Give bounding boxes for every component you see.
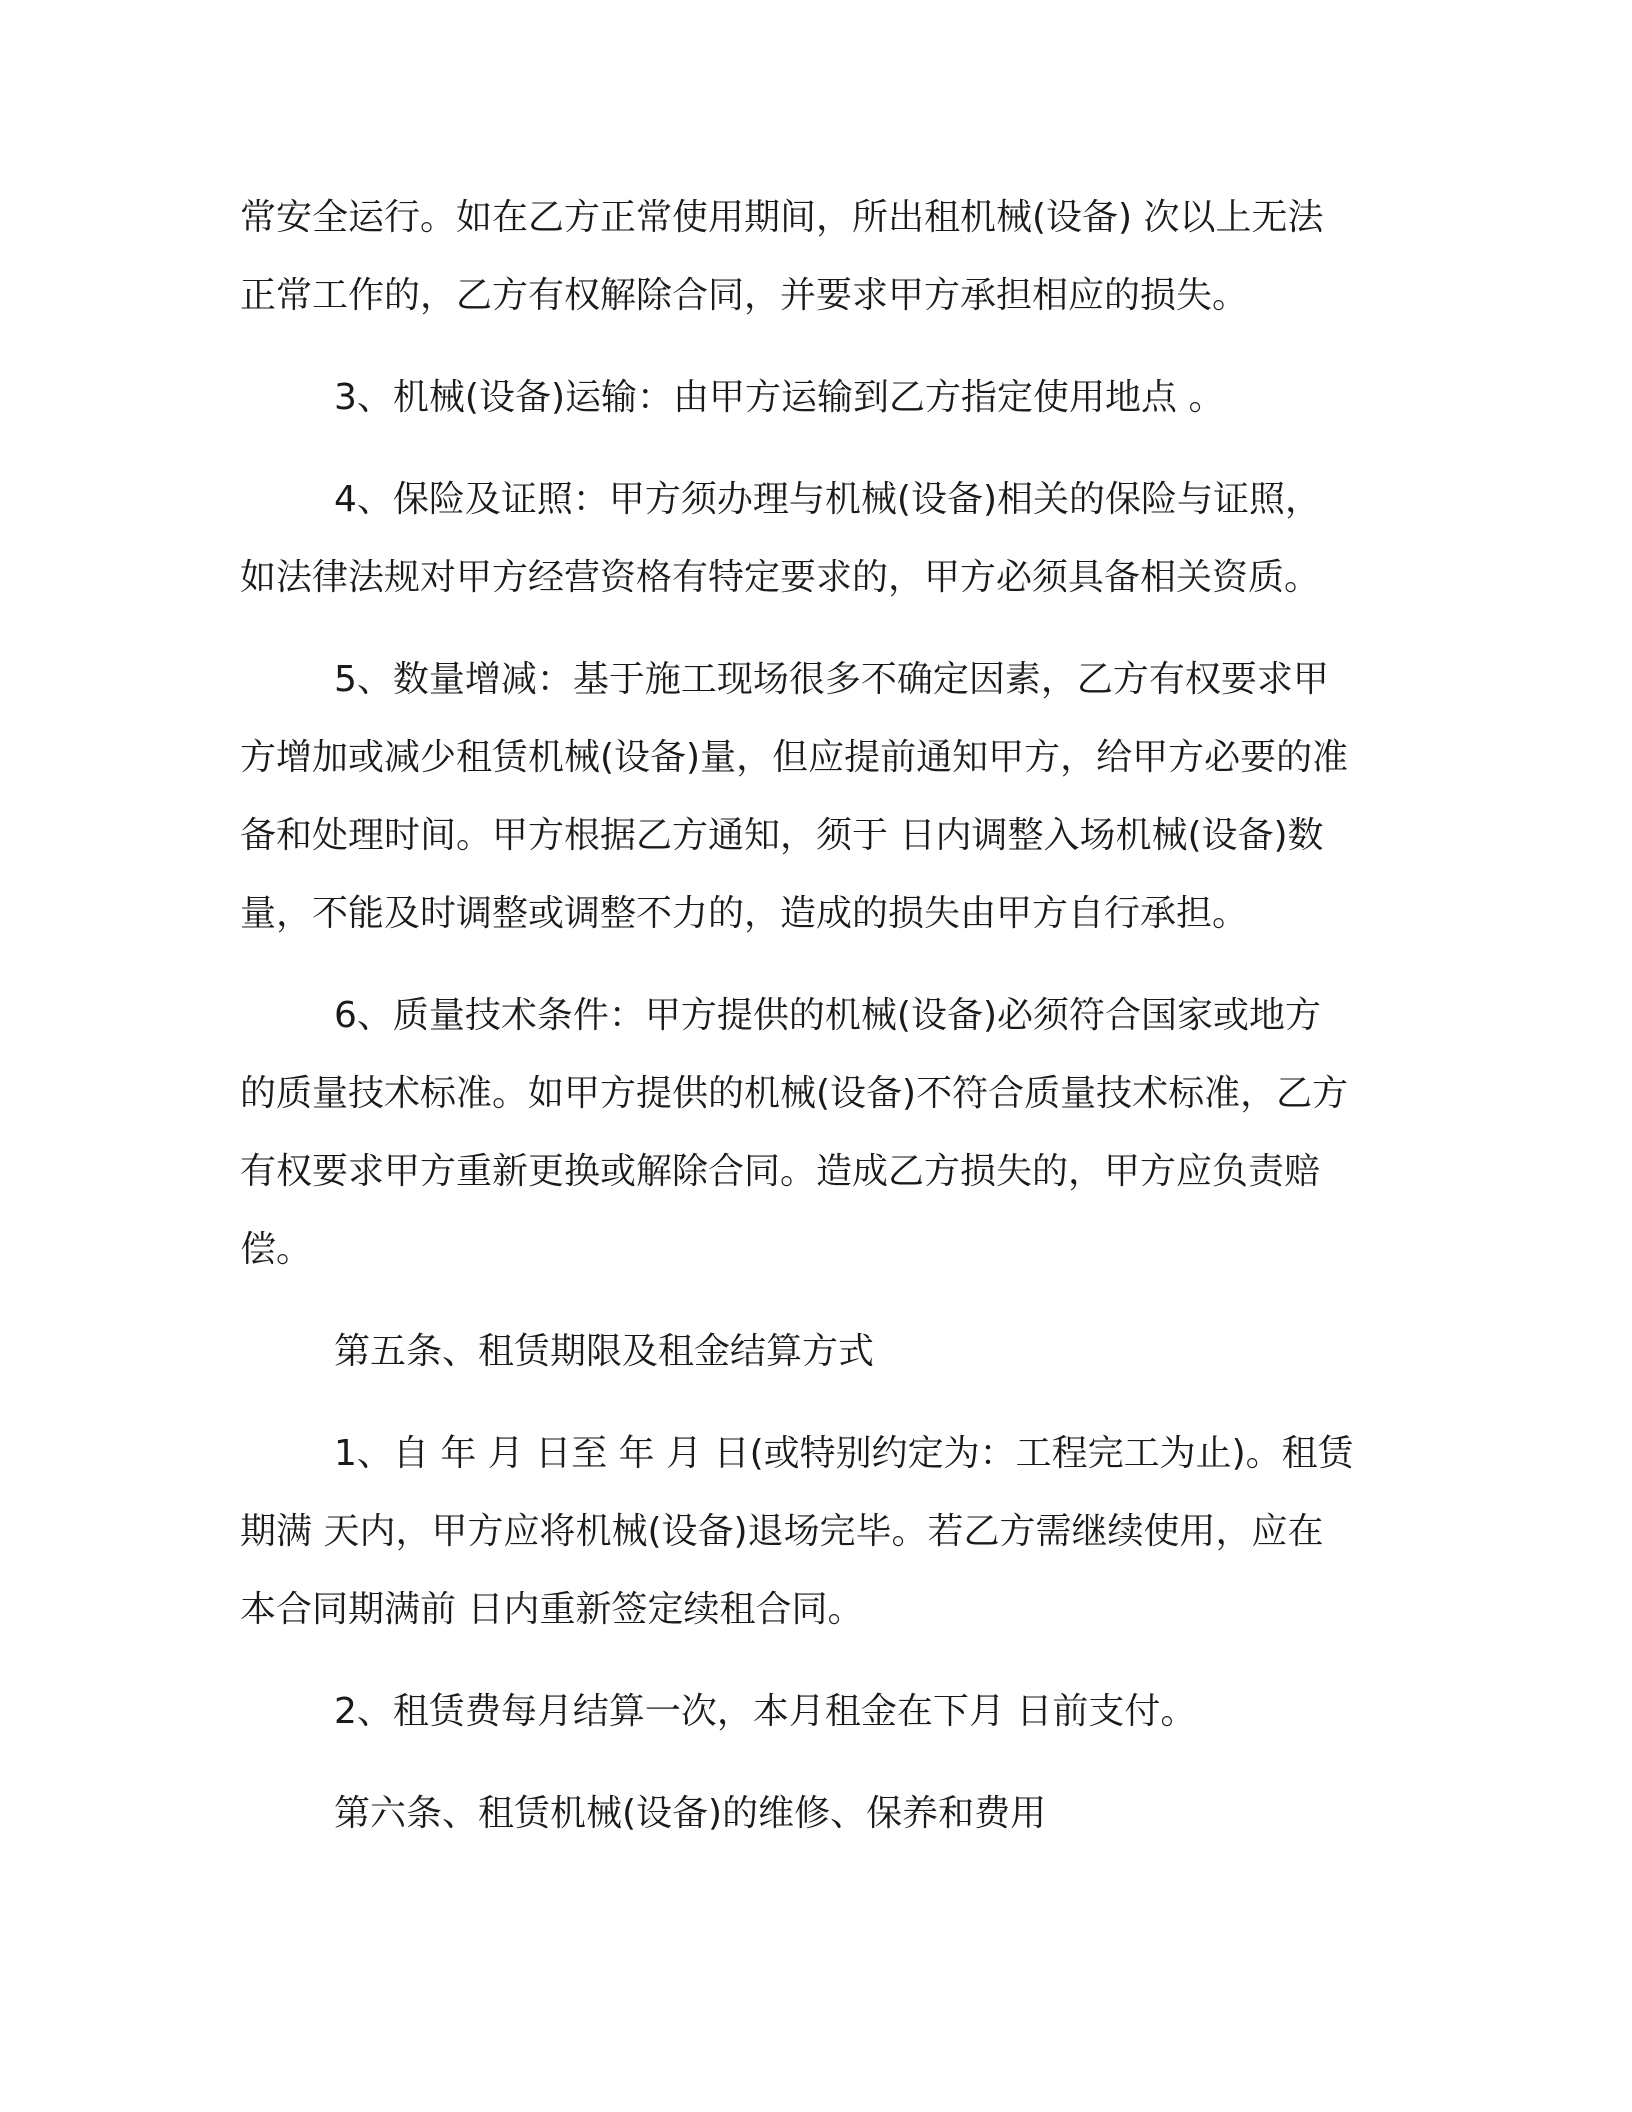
text-line: 本合同期满前 日内重新签定续租合同。 [240,1589,864,1630]
text-line: 如法律法规对甲方经营资格有特定要求的，甲方必须具备相关资质。 [240,557,1321,598]
article-heading: 第六条、租赁机械(设备)的维修、保养和费用 [334,1793,1047,1834]
clause-heading: 2、租赁费每月结算一次，本月租金在下月 日前支付。 [334,1691,1197,1732]
article-heading: 第五条、租赁期限及租金结算方式 [334,1331,875,1372]
text-line: 常安全运行。如在乙方正常使用期间，所出租机械(设备) 次以上无法 [240,197,1324,238]
text-line: 量，不能及时调整或调整不力的，造成的损失由甲方自行承担。 [240,893,1249,934]
clause-heading: 5、数量增减：基于施工现场很多不确定因素，乙方有权要求甲 [334,659,1329,700]
clause-heading: 6、质量技术条件：甲方提供的机械(设备)必须符合国家或地方 [334,995,1321,1036]
text-line: 正常工作的，乙方有权解除合同，并要求甲方承担相应的损失。 [240,275,1249,316]
text-line: 方增加或减少租赁机械(设备)量，但应提前通知甲方，给甲方必要的准 [240,737,1349,778]
text-line: 有权要求甲方重新更换或解除合同。造成乙方损失的，甲方应负责赔 [240,1151,1321,1192]
text-line: 偿。 [240,1229,313,1270]
clause-heading: 3、机械(设备)运输：由甲方运输到乙方指定使用地点 。 [334,377,1225,418]
clause-heading: 1、自 年 月 日至 年 月 日(或特别约定为：工程完工为止)。租赁 [334,1433,1354,1474]
text-line: 备和处理时间。甲方根据乙方通知，须于 日内调整入场机械(设备)数 [240,815,1324,856]
text-line: 期满 天内，甲方应将机械(设备)退场完毕。若乙方需继续使用，应在 [240,1511,1324,1552]
text-line: 的质量技术标准。如甲方提供的机械(设备)不符合质量技术标准，乙方 [240,1073,1349,1114]
clause-heading: 4、保险及证照：甲方须办理与机械(设备)相关的保险与证照， [334,479,1321,520]
